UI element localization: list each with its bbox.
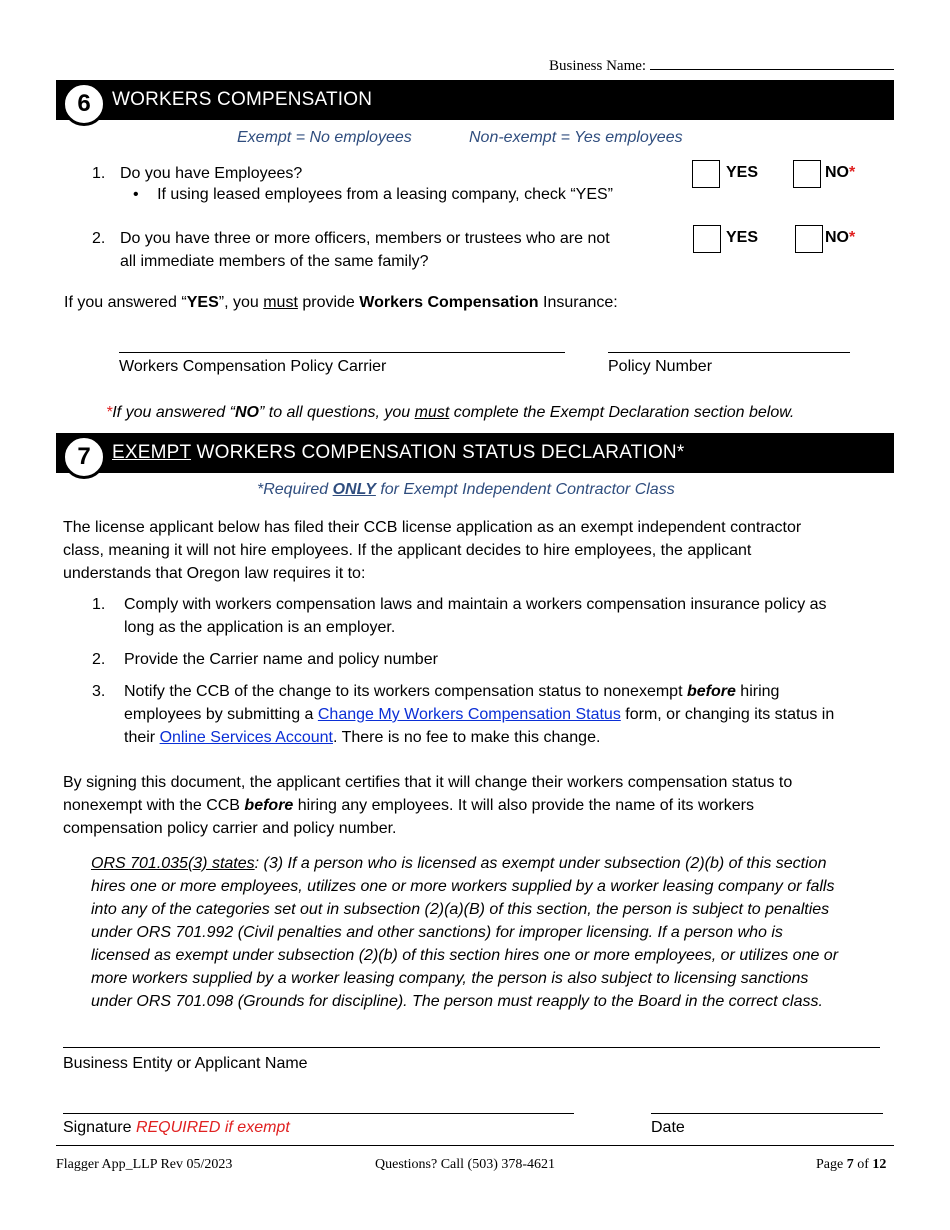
question-1-bullet	[133, 186, 613, 204]
question-2	[92, 227, 672, 275]
policy-number-label: Policy Number	[608, 358, 713, 375]
section-7-title: EXEMPT WORKERS COMPENSATION STATUS DECLARATION*	[112, 442, 685, 463]
intro-paragraph: The license applicant below has filed their CCB license application as an exempt independent contractor class, meaning it will not hire employees. If the applicant decides to hire employees, the applicant understands that Oregon law requires it to:	[63, 519, 802, 582]
ors-statute-quote: ORS 701.035(3) states: (3) If a person who is licensed as exempt under subsection (2)(b) of this section hires one or more employees, utilizes one or more workers supplied by a worker leasing company or falls into any of the categories set out in subsection (2)(a)(B) of this section, the person is subject to penalties under ORS 701.992 (Civil penalties and other sanctions) for improper licensing. If a person who is licensed as exempt under subsection (2)(b) of this section hires one or more employees, or utilizes one or more workers supplied by a worker leasing company, the person is also subject to licensing sanctions under ORS 701.098 (Grounds for discipline). The person must reapply to the Board in the correct class.	[91, 855, 839, 1010]
q1-yes-checkbox[interactable]	[692, 160, 720, 188]
footer-phone: Questions? Call (503) 378-4621	[375, 1157, 556, 1172]
question-1-bullet-text: If using leased employees from a leasing company, check “YES”	[157, 186, 613, 203]
footer-page-number: Page 7 of 12	[816, 1157, 887, 1172]
required-asterisk: *	[849, 164, 856, 181]
exempt-instruction-note: *If you answered “NO” to all questions, you must complete the Exempt Declaration section below.	[106, 404, 795, 421]
applicant-name-label: Business Entity or Applicant Name	[63, 1055, 308, 1072]
signature-required-note: REQUIRED if exempt	[135, 1119, 290, 1136]
section-6-banner	[56, 80, 894, 120]
signature-input-line[interactable]	[63, 1113, 574, 1114]
change-wc-status-link[interactable]: Change My Workers Compensation Status	[317, 706, 621, 723]
date-input-line[interactable]	[651, 1113, 883, 1114]
business-name-input-line[interactable]	[650, 56, 894, 70]
section-7-banner	[56, 433, 894, 473]
q2-yes-label: YES	[726, 229, 759, 246]
section-6-number-badge: 6	[62, 82, 106, 126]
question-2-line-1: Do you have three or more officers, members or trustees who are not	[120, 230, 610, 247]
online-services-account-link[interactable]: Online Services Account	[159, 729, 333, 746]
bullet-icon: •	[133, 186, 139, 203]
footer-divider	[56, 1145, 894, 1146]
footer-form-id: Flagger App_LLP Rev 05/2023	[56, 1157, 233, 1172]
policy-number-input-line[interactable]	[608, 352, 850, 353]
exempt-note: Exempt = No employees	[237, 129, 412, 146]
q1-no-checkbox[interactable]	[793, 160, 821, 188]
applicant-name-input-line[interactable]	[63, 1047, 880, 1048]
q2-no-label: NO*	[825, 229, 856, 246]
insurance-requirement: If you answered “YES”, you must provide Workers Compensation Insurance:	[64, 294, 618, 311]
section-6-title: WORKERS COMPENSATION	[112, 89, 373, 110]
carrier-input-line[interactable]	[119, 352, 565, 353]
date-label: Date	[651, 1119, 685, 1136]
section-7-number-badge: 7	[62, 435, 106, 479]
certify-paragraph: By signing this document, the applicant certifies that it will change their workers compensation status to nonexempt with the CCB before hiring any employees. It will also provide the name of its workers compensation policy carrier and policy number.	[63, 774, 793, 837]
q2-no-checkbox[interactable]	[795, 225, 823, 253]
question-2-number: 2.	[92, 230, 106, 247]
question-1-text: Do you have Employees?	[120, 165, 303, 182]
question-1-number: 1.	[92, 165, 106, 182]
signature-label: Signature REQUIRED if exempt	[63, 1119, 290, 1136]
ors-reference: ORS 701.035(3) states	[91, 855, 255, 872]
q2-yes-checkbox[interactable]	[693, 225, 721, 253]
question-1	[92, 162, 652, 186]
nonexempt-note: Non-exempt = Yes employees	[469, 129, 683, 146]
business-name-field	[549, 56, 894, 75]
question-2-line-2: all immediate members of the same family?	[120, 253, 429, 270]
q1-yes-label: YES	[726, 164, 759, 181]
required-only-note: *Required ONLY for Exempt Independent Contractor Class	[257, 481, 675, 498]
required-asterisk: *	[849, 229, 856, 246]
carrier-label: Workers Compensation Policy Carrier	[119, 358, 387, 375]
q1-no-label: NO*	[825, 164, 856, 181]
business-name-label: Business Name:	[549, 58, 647, 74]
